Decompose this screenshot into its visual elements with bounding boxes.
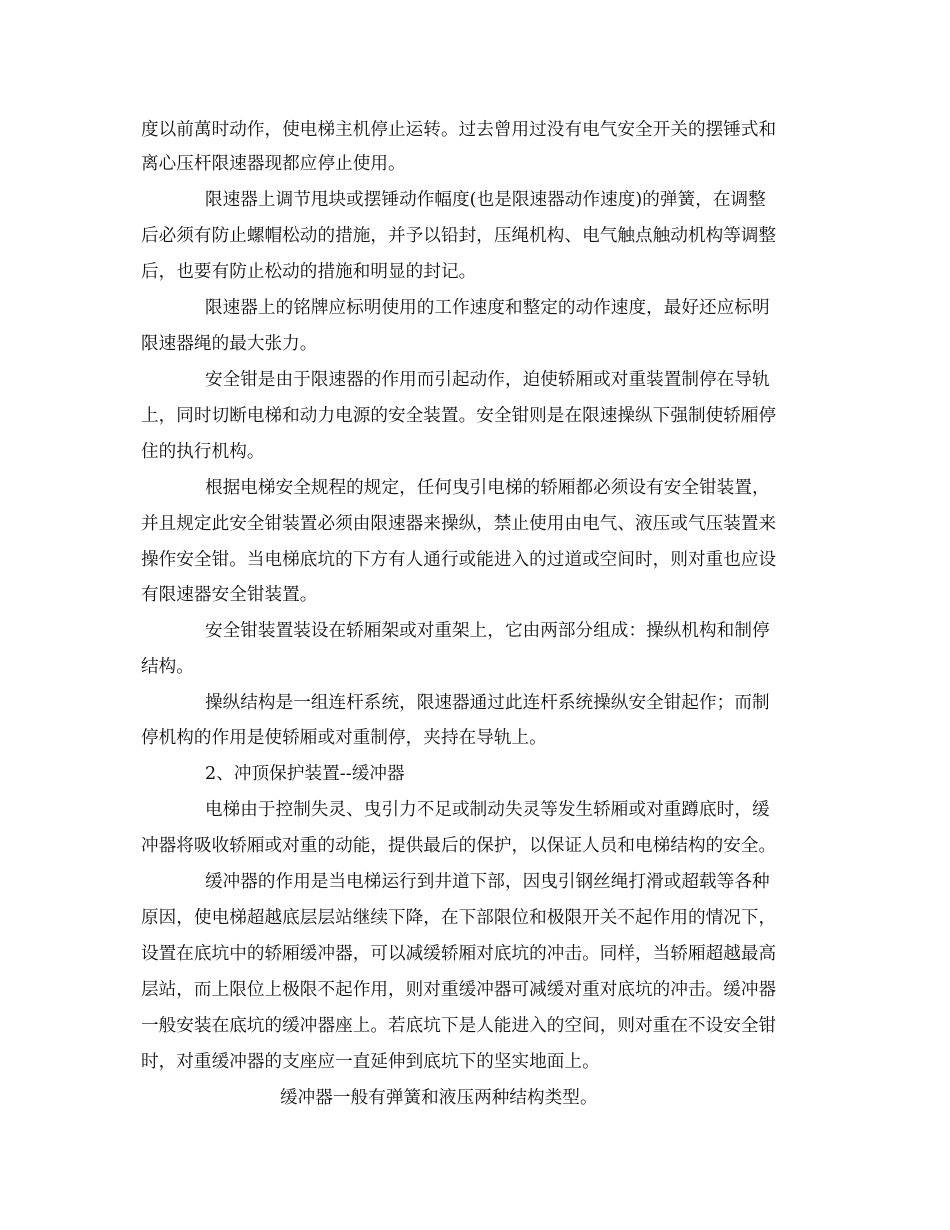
text-line: 一般安装在底坑的缓冲器座上。若底坑下是人能进入的空间，则对重在不设安全钳 [141,1016,777,1036]
text-line: 结构。 [141,657,194,677]
text-line: 限速器上的铭牌应标明使用的工作速度和整定的动作速度，最好还应标明 [205,298,770,318]
text-line: 安全钳装置装设在轿厢架或对重架上，它由两部分组成：操纵机构和制停 [205,621,770,641]
text-line: 后必须有防止螺帽松动的措施，并予以铅封，压绳机构、电气触点触动机构等调整 [141,226,777,246]
text-line: 住的执行机构。 [141,442,265,462]
text-line: 电梯由于控制失灵、曳引力不足或制动失灵等发生轿厢或对重蹲底时，缓 [205,800,770,820]
text-line: 缓冲器一般有弹簧和液压两种结构类型。 [280,1088,598,1108]
text-line: 层站，而上限位上极限不起作用，则对重缓冲器可减缓对重对底坑的冲击。缓冲器 [141,980,777,1000]
text-line: 并且规定此安全钳装置必须由限速器来操纵，禁止使用由电气、液压或气压装置来 [141,514,777,534]
text-line: 操作安全钳。当电梯底坑的下方有人通行或能进入的过道或空间时，则对重也应设 [141,550,777,570]
text-line: 限速器上调节甩块或摆锤动作幅度(也是限速器动作速度)的弹簧，在调整 [205,190,766,210]
section-heading: 2、冲顶保护装置--缓冲器 [205,764,405,784]
text-line: 原因，使电梯超越底层层站继续下降，在下部限位和极限开关不起作用的情况下， [141,908,777,928]
text-line: 缓冲器的作用是当电梯运行到井道下部，因曳引钢丝绳打滑或超载等各种 [205,872,770,892]
text-line: 冲器将吸收轿厢或对重的动能，提供最后的保护，以保证人员和电梯结构的安全。 [141,836,777,856]
text-line: 有限速器安全钳装置。 [141,585,318,605]
text-line: 上，同时切断电梯和动力电源的安全装置。安全钳则是在限速操纵下强制使轿厢停 [141,406,777,426]
text-line: 时，对重缓冲器的支座应一直延伸到底坑下的坚实地面上。 [141,1052,600,1072]
text-line: 后，也要有防止松动的措施和明显的封记。 [141,262,477,282]
text-line: 安全钳是由于限速器的作用而引起动作，迫使轿厢或对重装置制停在导轨 [205,370,770,390]
text-line: 设置在底坑中的轿厢缓冲器，可以减缓轿厢对底坑的冲击。同样，当轿厢超越最高 [141,944,777,964]
text-line: 限速器绳的最大张力。 [141,334,318,354]
text-line: 根据电梯安全规程的规定，任何曳引电梯的轿厢都必须设有安全钳装置， [205,478,770,498]
text-line: 度以前萬时动作，使电梯主机停止运转。过去曾用过没有电气安全开关的摆锤式和 [141,120,777,140]
text-line: 停机构的作用是使轿厢或对重制停，夹持在导轨上。 [141,728,547,748]
text-line: 操纵结构是一组连杆系统，限速器通过此连杆系统操纵安全钳起作；而制 [205,693,770,713]
text-line: 离心压杆限速器现都应停止使用。 [141,154,406,174]
